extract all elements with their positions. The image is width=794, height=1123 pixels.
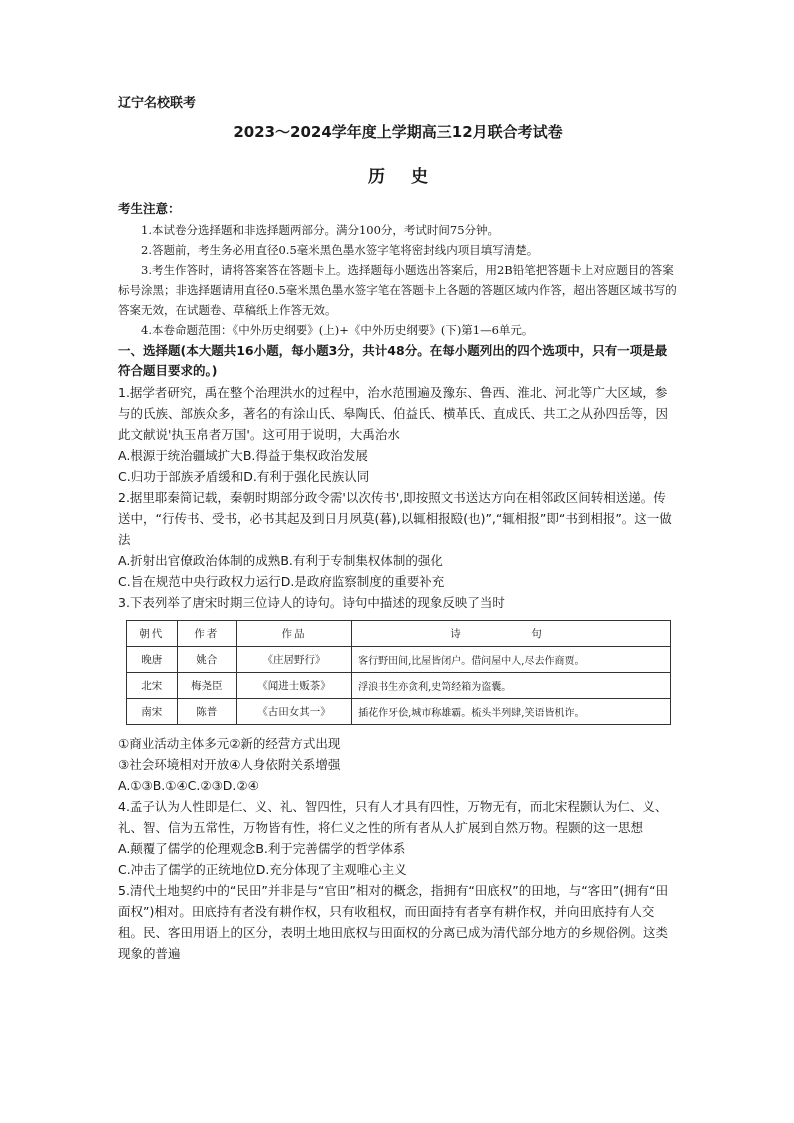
question-2-options-row-2 xyxy=(118,571,678,592)
note-item: 4.本卷命题范围：《中外历史纲要》(上)+《中外历史纲要》(下)第1—6单元。 xyxy=(141,323,534,337)
table-header-row xyxy=(127,621,671,647)
option-c: C.冲击了儒学的正统地位 xyxy=(118,862,256,877)
question-3-stem: 3.下表列举了唐宋时期三位诗人的诗句。诗句中描述的现象反映了当时 xyxy=(118,595,505,610)
option-b: B.利于完善儒学的哲学体系 xyxy=(255,841,406,856)
table-cell: 梅尧臣 xyxy=(177,673,236,699)
statement-1: ①商业活动主体多元 xyxy=(118,736,230,751)
question-4-stem: 4.孟子认为人性即是仁、义、礼、智四性，只有人才具有四性，万物无有，而北宋程颢认为仁、义、礼、智、信为五常性，万物皆有性，将仁义之性的所有者从人扩展到自然万物。程颢的这一思想 xyxy=(118,799,668,835)
note-item: 1.本试卷分选择题和非选择题两部分。满分100分，考试时间75分钟。 xyxy=(141,223,500,237)
note-item: 3.考生作答时，请将答案答在答题卡上。选择题每小题选出答案后，用2B铅笔把答题卡上对应题目的答案标号涂黑；非选择题请用直径0.5毫米黑色墨水签字笔在答题卡上各题的答题区域内作答，超出答题区域书写的答案无效，在试题卷、草稿纸上作答无效。 xyxy=(118,263,677,317)
exam-organizer: 辽宁名校联考 xyxy=(118,96,197,111)
question-2-stem: 2.据里耶秦简记载，秦朝时期部分政令需'以次传书',即按照文书送达方向在相邻政区间转相送递。传送中，“行传书、受书，必书其起及到日月夙莫(暮),以辄相报殹(也)”,“辄相报”即“书到相报”。这一做法 xyxy=(118,490,672,547)
table-cell: 浮浪书生亦贪利,史笥经箱为盗囊。 xyxy=(352,673,671,699)
table-row xyxy=(127,699,671,725)
question-3-statements-row-1 xyxy=(118,733,678,754)
table-cell: 姚合 xyxy=(177,647,236,673)
table-cell: 南宋 xyxy=(127,699,178,725)
table-row xyxy=(127,673,671,699)
table-header: 作者 xyxy=(177,621,236,647)
option-b: B.得益于集权政治发展 xyxy=(242,448,368,463)
question-3-statements-row-2 xyxy=(118,754,678,775)
question-2-options-row-1 xyxy=(118,550,678,571)
statement-4: ④人身依附关系增强 xyxy=(229,757,341,772)
table-header: 诗 句 xyxy=(352,621,671,647)
note-item: 2.答题前，考生务必用直径0.5毫米黑色墨水签字笔将密封线内项目填写清楚。 xyxy=(141,243,539,257)
question-4-options-row-2 xyxy=(118,859,678,880)
option-d: D.是政府监察制度的重要补充 xyxy=(280,574,445,589)
table-cell: 晚唐 xyxy=(127,647,178,673)
option-a: A.根源于统治疆域扩大 xyxy=(118,448,243,463)
table-cell: 《古田女其一》 xyxy=(236,699,351,725)
question-1-options-row-2 xyxy=(118,466,678,487)
option-c: C.归功于部族矛盾缓和 xyxy=(118,469,244,484)
option-b: B.有利于专制集权体制的强化 xyxy=(280,553,443,568)
question-4-options-row-1 xyxy=(118,838,678,859)
table-header: 作品 xyxy=(236,621,351,647)
notes-heading: 考生注意： xyxy=(118,201,181,216)
question-3-choices: A.①③B.①④C.②③D.②④ xyxy=(118,778,259,793)
exam-page xyxy=(118,92,678,964)
question-5-stem: 5.清代土地契约中的“民田”并非是与“官田”相对的概念，指拥有“田底权”的田地，与“客田”(拥有“田面权”)相对。田底持有者没有耕作权，只有收租权，而田面持有者享有耕作权，并向田底持有人交租。民、客田用语上的区分，表明土地田底权与田面权的分离已成为清代部分地方的乡规俗例。这类现象的普遍 xyxy=(118,883,669,961)
table-cell: 客行野田间,比屋皆闭户。借问屋中人,尽去作商贾。 xyxy=(352,647,671,673)
poem-table xyxy=(126,620,671,725)
statement-3: ③社会环境相对开放 xyxy=(118,757,230,772)
statement-2: ②新的经营方式出现 xyxy=(229,736,341,751)
table-header: 朝代 xyxy=(127,621,178,647)
question-1-stem: 1.据学者研究，禹在整个治理洪水的过程中，治水范围遍及豫东、鲁西、淮北、河北等广大区域，参与的氏族、部族众多，著名的有涂山氏、皋陶氏、伯益氏、横革氏、直成氏、共工之从孙四岳等，因此文献说'执玉帛者万国'。这可用于说明，大禹治水 xyxy=(118,385,669,442)
table-cell: 插花作牙侩,城市称雄霸。梳头半列肆,笑语皆机诈。 xyxy=(352,699,671,725)
option-a: A.折射出官僚政治体制的成熟 xyxy=(118,553,281,568)
section-heading: 一、选择题(本大题共16小题，每小题3分，共计48分。在每小题列出的四个选项中，只有一项是最符合题目要求的。) xyxy=(118,343,668,378)
option-d: D.有利于强化民族认同 xyxy=(243,469,370,484)
table-cell: 北宋 xyxy=(127,673,178,699)
table-cell: 《庄居野行》 xyxy=(236,647,351,673)
table-cell: 陈普 xyxy=(177,699,236,725)
table-cell: 《闻进士贩茶》 xyxy=(236,673,351,699)
option-d: D.充分体现了主观唯心主义 xyxy=(255,862,407,877)
option-a: A.颠覆了儒学的伦理观念 xyxy=(118,841,256,856)
table-row xyxy=(127,647,671,673)
exam-subject: 历史 xyxy=(368,167,454,187)
option-c: C.旨在规范中央行政权力运行 xyxy=(118,574,281,589)
exam-title: 2023～2024学年度上学期高三12月联合考试卷 xyxy=(233,123,563,141)
question-1-options-row-1 xyxy=(118,445,678,466)
